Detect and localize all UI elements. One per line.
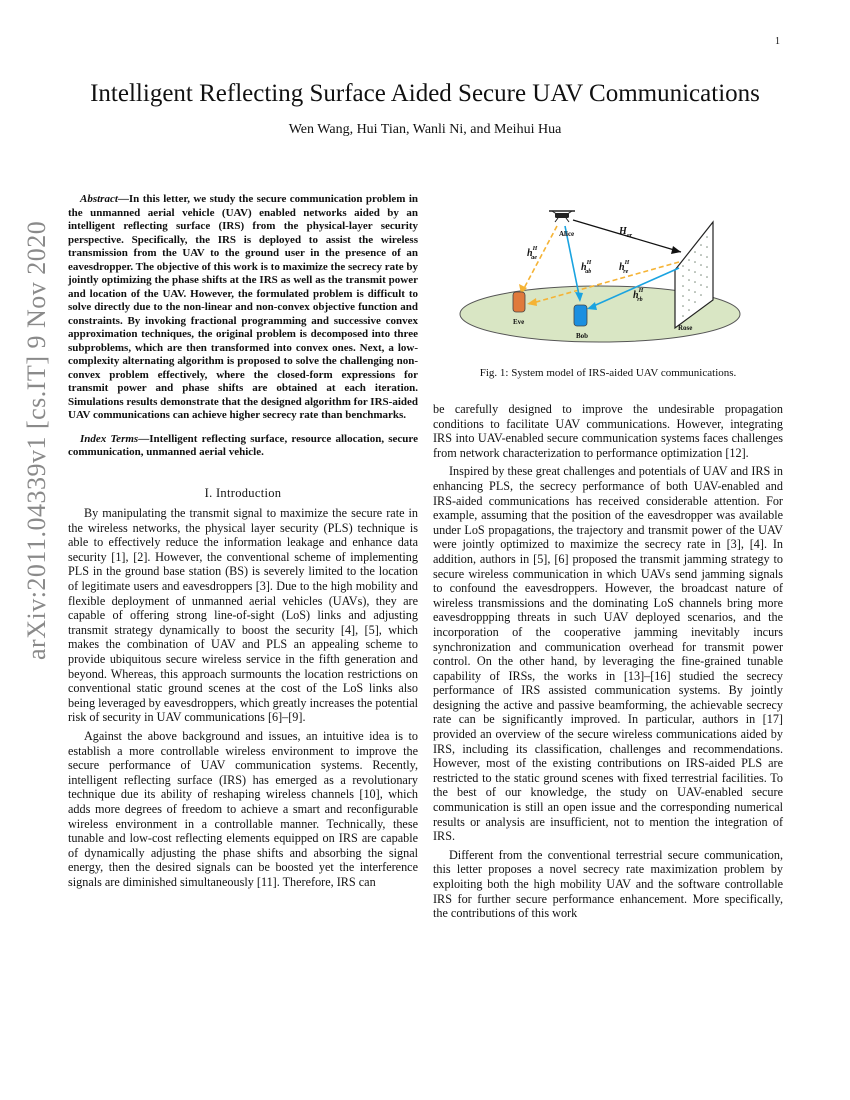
right-paragraph-3: Different from the conventional terrestrial secure communication, this letter proposes a novel secrecy rate maximization problem by exploiting both the high mobility UAV and the software controllable IRS for further secure performance enhancement. More specifically, the contributions of this work xyxy=(433,847,783,921)
label-h-ab-sup: H xyxy=(586,260,592,266)
label-alice: Alice xyxy=(559,230,575,238)
section-heading-introduction: I. Introduction xyxy=(204,485,282,500)
label-h-ae-sup: H xyxy=(532,246,538,252)
index-terms xyxy=(68,433,418,460)
label-h-re-sup: H xyxy=(624,260,630,266)
svg-text:hHab xyxy=(581,260,592,275)
system-model-figure xyxy=(455,204,755,346)
intro-paragraph-2: Against the above background and issues, an intuitive idea is to establish a more controllable wireless environment to improve the secure performance of UAV communication systems. Recently, intelligent reflecting surface (IRS) has emerged as a revolutionary technique due its ability of reshaping wireless channels [10], which adds more degrees of freedom to achieve a smart and reconfigurable wireless environment in a controllable manner. Technically, these tunable and low-cost reflecting elements equipped on IRS are capable of dynamically adjusting the phase shifts and absorbing the signal energy, then the desired signals can be boosted yet the interference signals are diminished simultaneously [11]. Therefore, IRS can xyxy=(68,729,418,889)
abstract-text: —In this letter, we study the secure communication problem in the unmanned aerial vehicle (UAV) enabled networks aided by an intelligent reflecting surface (IRS) from the physical-layer security perspective. Specifically, the IRS is deployed to assist the wireless transmission from the UAV to the ground user in the presence of an eavesdropper. The objective of this work is to maximize the secrecy rate by jointly optimizing the phase shifts at the IRS as well as the transmit power and location of the UAV. However, the formulated problem is difficult to solve directly due to the non-linear and non-convex objective function and constraints. By invoking fractional programming and successive convex approximation techniques, the original problem is decomposed into three subproblems, which are then transformed into convex ones. Next, a low-complexity alternating algorithm is proposed to solve the challenging non-convex problem effectively, where the closed-form expressions for transmit power and phase shifts are obtained at each iteration. Simulations results demonstrate that the designed algorithm for IRS-aided UAV communications can achieve higher secrecy rate than benchmarks. xyxy=(68,193,419,421)
eve-device-icon xyxy=(513,292,525,312)
svg-text:Har xyxy=(618,226,633,239)
label-h-re: h xyxy=(619,262,625,273)
label-h-ar-sub: ar xyxy=(626,233,633,239)
abstract xyxy=(68,193,418,423)
svg-text:hHae xyxy=(527,246,538,261)
paper-title: Intelligent Reflecting Surface Aided Secure UAV Communications xyxy=(90,80,760,107)
left-column xyxy=(68,193,418,894)
label-h-ab-sub: ab xyxy=(585,269,592,275)
label-h-ae: h xyxy=(527,248,533,259)
uav-icon xyxy=(549,211,575,222)
label-bob: Bob xyxy=(576,332,589,340)
label-h-rb-sup: H xyxy=(638,288,644,294)
label-h-rb-sub: rb xyxy=(637,297,643,303)
label-h-ae-sub: ae xyxy=(531,255,537,261)
arrow-h-ar xyxy=(671,246,681,254)
arxiv-identifier-stamp[interactable]: arXiv:2011.04339v1 [cs.IT] 9 Nov 2020 xyxy=(22,220,51,660)
page-number: 1 xyxy=(775,36,780,47)
abstract-label: Abstract xyxy=(80,193,118,205)
link-h-ae xyxy=(521,226,557,294)
label-h-ab: h xyxy=(581,262,587,273)
label-rose: Rose xyxy=(678,324,693,332)
figure-caption: Fig. 1: System model of IRS-aided UAV communications. xyxy=(479,367,737,379)
right-paragraph-1: be carefully designed to improve the undesirable propagation conditions to facilitate UAV communications. However, integrating IRS into UAV-enabled secure communication systems faces challenges from network characterization to performance optimization [12]. xyxy=(433,402,783,460)
label-eve: Eve xyxy=(513,318,525,326)
label-h-re-sub: re xyxy=(623,269,629,275)
right-paragraph-2: Inspired by these great challenges and potentials of UAV and IRS in enhancing PLS, the secrecy performance of both UAV-enabled and IRS-aided communications has received considerable attention. For example, assuming that the position of the eavesdropper was available under LoS propagations, the trajectory and transmit power of the UAV were jointly optimized to maximize the secrecy rate in [3], [4]. In addition, authors in [5], [6] proposed the transmit jamming strategy to secure wireless communication in which UAVs send jamming signals to confound the eavesdroppers. However, the broadcast nature of wireless transmissions and the dominating LoS channels bring more eavesdroppping threats in such UAV deployed scenarios, and the incorporation of the cooperative jamming inevitably incurs synchronization and communication overhead for transmit power control. On the other hand, by leveraging the fine-grained tunable capability of IRSs, the works in [13]–[16] studied the secrecy performance of IRS assisted communication systems. By jointly designing the active and passive beamforming, the achievable secrecy rate can be significantly improved. In particular, authors in [17] provided an overview of the secure wireless communications aided by IRS, including its classification, challenges and recommendations. However, most of the existing contributions on IRS-aided PLS are restricted to the static ground scenes with fixed terrestrial facilities. To the best of our knowledge, the study on UAV-enabled secure communication is still an open issue and the corresponding numerical results or analysis are insufficient, not to mention the integration of IRS. xyxy=(433,464,783,844)
label-h-rb: h xyxy=(633,290,639,301)
right-column xyxy=(433,402,783,925)
label-h-ar: H xyxy=(619,226,627,237)
index-terms-label: Index Terms xyxy=(80,432,139,445)
index-terms-text: —Intelligent reflecting surface, resource allocation, secure communication, unmanned aerial vehicle. xyxy=(68,432,418,458)
svg-text:hHre xyxy=(619,260,630,275)
author-list: Wen Wang, Hui Tian, Wanli Ni, and Meihui Hua xyxy=(288,122,562,137)
intro-paragraph-1: By manipulating the transmit signal to maximize the secure rate in the wireless networks, the physical layer security (PLS) technique is able to effectively reduce the information leakage and enhance data security [1], [2]. However, the conventional scheme of implementing PLS in the ground base station (BS) is severely limited to the location of legitimate users and eavesdroppers [3]. Due to the high mobility and flexible deployment of unmanned aerial vehicles (UAVs), they are capable of offering strong line-of-sight (LoS) links and adjusting transmit strategy dynamically to boost the security [4], [5], which makes the combination of UAV and PLS an appealing scheme to provide ubiquitous secure wireless service in the fifth generation and beyond. Whereas, this approach surmounts the location restrictions on conventional static ground scenes at the cost of the LoS links also being leveraged by eavesdroppers, which greatly increases the potential risk of security in UAV communications [6]–[9]. xyxy=(68,506,418,725)
bob-device-icon xyxy=(574,305,587,326)
